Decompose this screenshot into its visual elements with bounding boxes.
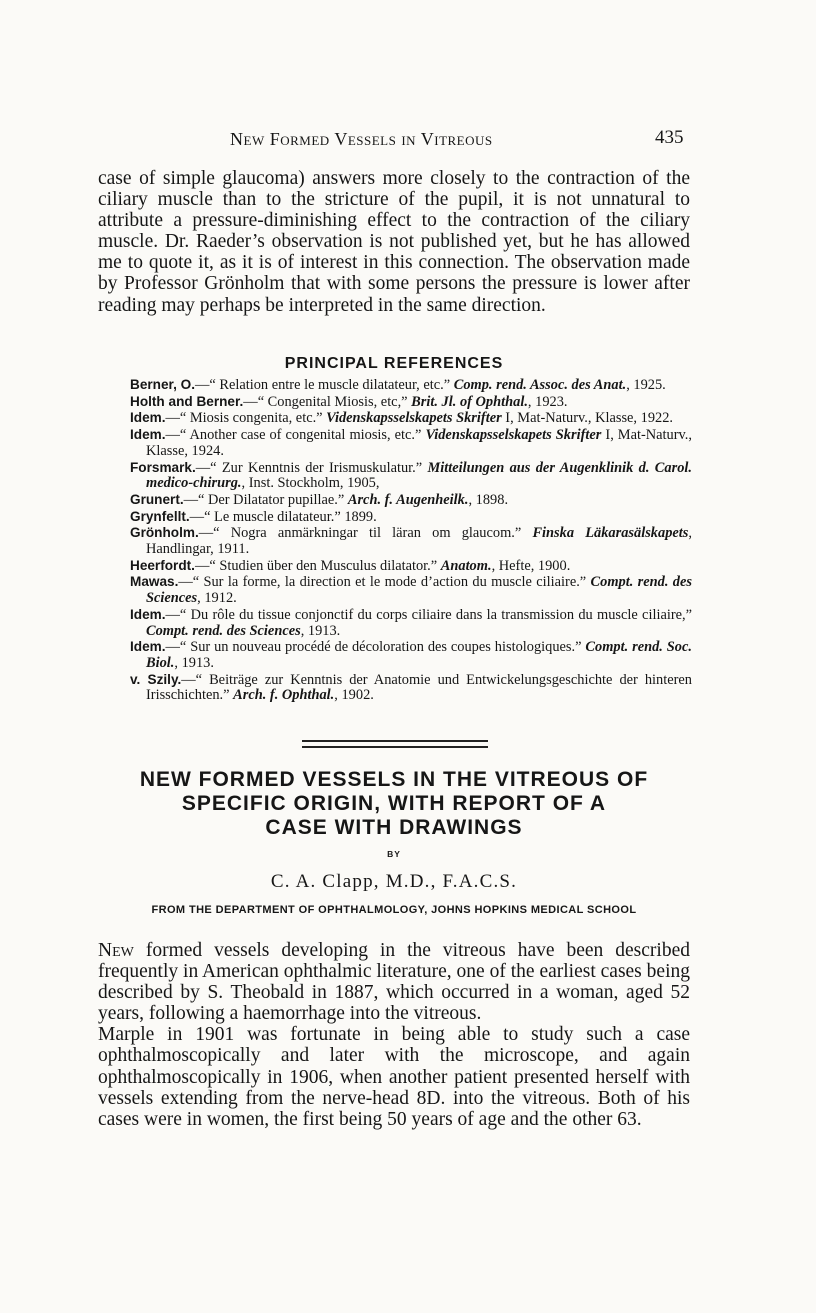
reference-title: —“ Sur un nouveau procédé de décoloration des coupes histologiques.” [165, 639, 586, 656]
paragraph-lead: New [98, 940, 134, 961]
reference-journal: Videnskapsselskapets Skrifter [425, 427, 602, 444]
reference-details: , Handlingar, 1911. [146, 525, 692, 558]
reference-title: —“ Nogra anmärkningar til läran om glaucom.” [198, 525, 533, 542]
article-author: C. A. Clapp, M.D., F.A.C.S. [270, 871, 518, 892]
reference-author: Grunert. [130, 491, 184, 507]
reference-author: Forsmark. [130, 459, 196, 475]
reference-item [130, 672, 692, 704]
reference-details: , Inst. Stockholm, 1905, [241, 475, 380, 492]
reference-item [130, 377, 692, 394]
reference-author: Holth and Berner. [130, 393, 244, 409]
reference-details: I, Mat-Naturv., Klasse, 1922. [501, 410, 674, 427]
reference-item [130, 574, 692, 606]
reference-item [130, 607, 692, 639]
article-title-line: CASE WITH DRAWINGS [265, 816, 523, 839]
reference-journal: Brit. Jl. of Ophthal. [411, 393, 528, 410]
reference-details: , 1913. [174, 654, 214, 671]
reference-author: Grönholm. [130, 525, 199, 541]
running-head: New Formed Vessels in Vitreous [230, 129, 493, 149]
article-title-line: SPECIFIC ORIGIN, WITH REPORT OF A [181, 792, 607, 815]
article-paragraph [98, 940, 690, 1024]
reference-title: —“ Miosis congenita, etc.” [165, 410, 327, 427]
reference-author: Grynfellt. [130, 508, 190, 524]
reference-title: —“ Zur Kenntnis der Irismuskulatur.” [195, 459, 428, 476]
reference-title: —“ Der Dilatator pupillae.” [183, 491, 348, 508]
reference-journal: Anatom. [440, 557, 492, 574]
reference-author: Mawas. [130, 574, 179, 590]
intro-text: case of simple glaucoma) answers more closely to the contraction of the ciliary muscle than to the stricture of the pupil, it is not unnatural to attribute a pressure-diminishing effect to the contraction of the ciliary muscle. Dr. Raeder’s observation is not published yet, but he has allowed me to quote it, as it is of interest in this connection. The observation made by Professor Grönholm that with some persons the pressure is lower after reading may perhaps be interpreted in the same direction. [98, 168, 690, 316]
reference-author: Idem. [130, 606, 166, 622]
reference-journal: Videnskapsselskapets Skrifter [326, 410, 502, 427]
reference-item [130, 639, 692, 671]
reference-author: Berner, O. [130, 377, 195, 392]
article-title-line: NEW FORMED VESSELS IN THE VITREOUS OF [139, 768, 649, 791]
reference-journal: Finska Läkarasälskapets [532, 525, 689, 542]
reference-author: v. Szily. [130, 671, 182, 687]
reference-title: —“ Another case of congenital miosis, etc.” [165, 427, 426, 444]
reference-details: I, Mat-Naturv., Klasse, 1924. [146, 427, 693, 459]
intro-paragraph [98, 168, 690, 316]
reference-title: —“ Relation entre le muscle dilatateur, etc.” [194, 377, 454, 393]
reference-journal: Arch. f. Augenheilk. [347, 491, 469, 508]
article-title [98, 768, 690, 840]
reference-details: , Hefte, 1900. [491, 557, 571, 574]
reference-title: —“ Beiträge zur Kenntnis der Anatomie und Entwickelungsgeschichte der hinteren Irisschichten.” [146, 671, 692, 704]
reference-item [130, 394, 692, 411]
reference-item [130, 509, 692, 526]
page-number: 435 [655, 127, 684, 148]
reference-item [130, 427, 692, 459]
reference-author: Heerfordt. [130, 557, 195, 573]
reference-title: —“ Du rôle du tissue conjonctif du corps ciliaire dans la transmission du muscle ciliaire,” [165, 606, 692, 623]
reference-item [130, 410, 692, 427]
reference-details: , 1923. [527, 393, 568, 410]
reference-item [130, 525, 692, 557]
references-heading: PRINCIPAL REFERENCES [284, 355, 504, 372]
reference-journal: Arch. f. Ophthal. [233, 687, 335, 704]
reference-journal: Compt. rend. des Sciences [146, 574, 692, 607]
reference-details: , 1912. [197, 590, 237, 607]
reference-title: —“ Studien über den Musculus dilatator.” [194, 557, 441, 574]
section-divider [302, 740, 488, 742]
reference-details: , 1925. [626, 377, 666, 393]
byline: BY [387, 849, 401, 859]
section-divider [302, 746, 488, 748]
article-paragraph: Marple in 1901 was fortunate in being able to study such a case ophthalmoscopically and later with the microscope, and again ophthalmoscopically in 1906, when another patient presented herself with vessels extending from the nerve-head 8D. into the vitreous. Both of his cases were in women, the first being 50 years of age and the other 63. [98, 1024, 690, 1130]
reference-journal: Compt. rend. Soc. Biol. [146, 639, 692, 671]
author-affiliation: FROM THE DEPARTMENT OF OPHTHALMOLOGY, JOHNS HOPKINS MEDICAL SCHOOL [151, 904, 637, 916]
reference-title: —“ Le muscle dilatateur.” [189, 508, 345, 525]
reference-journal: Comp. rend. Assoc. des Anat. [453, 377, 627, 393]
reference-details: , 1913. [300, 622, 341, 639]
reference-item [130, 460, 692, 492]
reference-author: Idem. [130, 410, 166, 426]
reference-details: , 1898. [468, 491, 509, 508]
reference-item [130, 492, 692, 509]
article-body [98, 940, 690, 1130]
reference-title: —“ Sur la forme, la direction et le mode d’action du muscle ciliaire.” [178, 574, 591, 591]
paragraph-text: formed vessels developing in the vitreous have been described frequently in American ophthalmic literature, one of the earliest cases being described by S. Theobald in 1887, which occurred in a woman, aged 52 years, following a haemorrhage into the vitreous. [98, 940, 690, 1025]
reference-journal: Mitteilungen aus der Augenklinik d. Carol. medico-chirurg. [146, 459, 692, 492]
reference-details: 1899. [344, 508, 377, 525]
reference-details: , 1902. [334, 687, 374, 704]
reference-journal: Compt. rend. des Sciences [146, 622, 301, 639]
reference-author: Idem. [130, 639, 166, 655]
reference-author: Idem. [130, 427, 166, 443]
reference-title: —“ Congenital Miosis, etc,” [243, 393, 412, 410]
references-list [130, 377, 692, 704]
reference-item [130, 558, 692, 575]
